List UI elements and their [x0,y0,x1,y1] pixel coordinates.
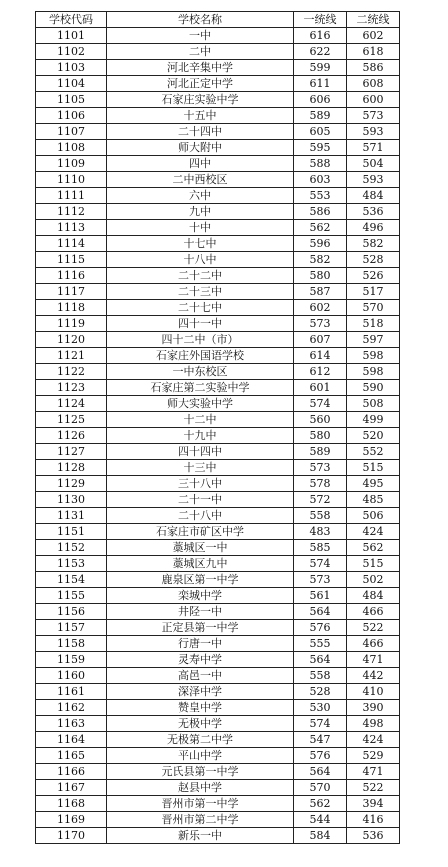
first-line-cell: 622 [294,44,347,60]
school-code-cell: 1119 [36,316,107,332]
first-line-cell: 612 [294,364,347,380]
first-line-cell: 558 [294,508,347,524]
table-row [36,380,400,396]
school-name-cell: 二中西校区 [107,172,294,188]
school-code-cell: 1152 [36,540,107,556]
second-line-cell: 471 [347,652,400,668]
table-row [36,124,400,140]
school-name-cell: 九中 [107,204,294,220]
table-row [36,60,400,76]
table-row [36,188,400,204]
table-row [36,796,400,812]
school-name-cell: 十二中 [107,412,294,428]
school-name-cell: 新乐一中 [107,828,294,844]
school-code-cell: 1161 [36,684,107,700]
school-code-cell: 1113 [36,220,107,236]
school-name-cell: 师大附中 [107,140,294,156]
school-name-cell: 四十一中 [107,316,294,332]
school-code-cell: 1163 [36,716,107,732]
second-line-cell: 570 [347,300,400,316]
first-line-cell: 544 [294,812,347,828]
second-line-cell: 442 [347,668,400,684]
school-name-cell: 十九中 [107,428,294,444]
first-line-cell: 572 [294,492,347,508]
second-line-cell: 471 [347,764,400,780]
second-line-cell: 552 [347,444,400,460]
second-line-cell: 590 [347,380,400,396]
first-line-cell: 573 [294,572,347,588]
school-name-cell: 无极中学 [107,716,294,732]
table-row [36,220,400,236]
table-row [36,316,400,332]
second-line-cell: 600 [347,92,400,108]
table-row [36,460,400,476]
first-line-cell: 558 [294,668,347,684]
second-line-cell: 608 [347,76,400,92]
table-row [36,748,400,764]
school-code-cell: 1157 [36,620,107,636]
second-line-cell: 508 [347,396,400,412]
table-row [36,332,400,348]
school-code-cell: 1154 [36,572,107,588]
first-line-cell: 562 [294,220,347,236]
school-name-cell: 鹿泉区第一中学 [107,572,294,588]
first-line-cell: 614 [294,348,347,364]
second-line-cell: 502 [347,572,400,588]
table-row [36,396,400,412]
first-line-cell: 553 [294,188,347,204]
table-row [36,604,400,620]
school-name-cell: 河北辛集中学 [107,60,294,76]
first-line-cell: 578 [294,476,347,492]
school-code-cell: 1162 [36,700,107,716]
school-code-cell: 1115 [36,252,107,268]
table-row [36,92,400,108]
second-line-cell: 598 [347,348,400,364]
school-name-cell: 四十二中（市） [107,332,294,348]
first-line-cell: 611 [294,76,347,92]
table-body [36,28,400,844]
second-line-cell: 466 [347,636,400,652]
second-line-cell: 536 [347,204,400,220]
table-row [36,684,400,700]
school-name-cell: 灵寿中学 [107,652,294,668]
school-code-cell: 1170 [36,828,107,844]
first-line-cell: 483 [294,524,347,540]
first-line-cell: 564 [294,764,347,780]
school-code-cell: 1101 [36,28,107,44]
first-line-cell: 564 [294,604,347,620]
school-code-cell: 1122 [36,364,107,380]
school-code-cell: 1130 [36,492,107,508]
school-name-cell: 二十二中 [107,268,294,284]
school-code-cell: 1129 [36,476,107,492]
school-name-cell: 行唐一中 [107,636,294,652]
school-name-cell: 三十八中 [107,476,294,492]
school-name-cell: 井陉一中 [107,604,294,620]
school-name-cell: 一中东校区 [107,364,294,380]
table-row [36,444,400,460]
table-row [36,300,400,316]
school-name-cell: 十中 [107,220,294,236]
table-row [36,572,400,588]
first-line-cell: 564 [294,652,347,668]
table-row [36,348,400,364]
second-line-cell: 506 [347,508,400,524]
table-row [36,412,400,428]
header-row [36,12,400,28]
second-line-cell: 520 [347,428,400,444]
school-code-cell: 1131 [36,508,107,524]
school-name-cell: 六中 [107,188,294,204]
first-line-cell: 576 [294,620,347,636]
table-row [36,44,400,60]
first-line-cell: 582 [294,252,347,268]
second-line-cell: 485 [347,492,400,508]
second-line-cell: 598 [347,364,400,380]
table-row [36,204,400,220]
second-line-cell: 517 [347,284,400,300]
school-code-cell: 1114 [36,236,107,252]
second-line-cell: 593 [347,124,400,140]
school-code-cell: 1127 [36,444,107,460]
first-line-cell: 580 [294,428,347,444]
second-line-cell: 394 [347,796,400,812]
first-line-cell: 528 [294,684,347,700]
school-name-cell: 二十四中 [107,124,294,140]
table-row [36,492,400,508]
table-row [36,268,400,284]
second-line-cell: 582 [347,236,400,252]
school-code-cell: 1125 [36,412,107,428]
school-name-cell: 藁城区九中 [107,556,294,572]
table-row [36,364,400,380]
second-line-cell: 518 [347,316,400,332]
first-line-cell: 555 [294,636,347,652]
first-line-cell: 574 [294,396,347,412]
school-name-cell: 师大实验中学 [107,396,294,412]
first-line-cell: 584 [294,828,347,844]
table-row [36,140,400,156]
school-code-cell: 1116 [36,268,107,284]
school-code-cell: 1121 [36,348,107,364]
school-name-cell: 石家庄外国语学校 [107,348,294,364]
school-code-cell: 1160 [36,668,107,684]
table-row [36,508,400,524]
school-name-cell: 二十三中 [107,284,294,300]
table-row [36,652,400,668]
school-name-cell: 二十七中 [107,300,294,316]
table-row [36,108,400,124]
school-code-cell: 1104 [36,76,107,92]
second-line-cell: 618 [347,44,400,60]
school-code-cell: 1102 [36,44,107,60]
second-line-cell: 526 [347,268,400,284]
school-code-cell: 1168 [36,796,107,812]
school-code-cell: 1109 [36,156,107,172]
table-row [36,620,400,636]
first-line-cell: 547 [294,732,347,748]
school-code-cell: 1126 [36,428,107,444]
school-code-cell: 1153 [36,556,107,572]
school-code-cell: 1118 [36,300,107,316]
second-line-cell: 586 [347,60,400,76]
first-line-cell: 580 [294,268,347,284]
first-line-cell: 574 [294,716,347,732]
table-row [36,28,400,44]
school-name-cell: 赞皇中学 [107,700,294,716]
school-code-cell: 1117 [36,284,107,300]
school-name-cell: 石家庄市矿区中学 [107,524,294,540]
school-name-cell: 二十八中 [107,508,294,524]
school-code-cell: 1158 [36,636,107,652]
school-code-cell: 1165 [36,748,107,764]
school-name-cell: 石家庄实验中学 [107,92,294,108]
second-line-cell: 515 [347,460,400,476]
school-name-cell: 石家庄第二实验中学 [107,380,294,396]
school-name-cell: 赵县中学 [107,780,294,796]
table-row [36,252,400,268]
second-line-cell: 410 [347,684,400,700]
table-row [36,700,400,716]
table-row [36,476,400,492]
school-code-cell: 1120 [36,332,107,348]
school-code-cell: 1167 [36,780,107,796]
header-school-name: 学校名称 [107,12,294,28]
header-second-line: 二统线 [347,12,400,28]
table-row [36,540,400,556]
second-line-cell: 504 [347,156,400,172]
first-line-cell: 530 [294,700,347,716]
table-row [36,284,400,300]
first-line-cell: 616 [294,28,347,44]
second-line-cell: 466 [347,604,400,620]
school-name-cell: 四中 [107,156,294,172]
second-line-cell: 562 [347,540,400,556]
first-line-cell: 586 [294,204,347,220]
table-row [36,156,400,172]
school-code-cell: 1105 [36,92,107,108]
first-line-cell: 585 [294,540,347,556]
first-line-cell: 589 [294,444,347,460]
table-row [36,716,400,732]
table-row [36,780,400,796]
table-row [36,812,400,828]
school-code-cell: 1164 [36,732,107,748]
second-line-cell: 496 [347,220,400,236]
school-name-cell: 十五中 [107,108,294,124]
first-line-cell: 595 [294,140,347,156]
second-line-cell: 571 [347,140,400,156]
school-code-cell: 1107 [36,124,107,140]
school-code-cell: 1169 [36,812,107,828]
school-name-cell: 正定县第一中学 [107,620,294,636]
school-name-cell: 栾城中学 [107,588,294,604]
first-line-cell: 576 [294,748,347,764]
table-row [36,668,400,684]
second-line-cell: 593 [347,172,400,188]
table-row [36,236,400,252]
school-name-cell: 深泽中学 [107,684,294,700]
second-line-cell: 529 [347,748,400,764]
school-name-cell: 元氏县第一中学 [107,764,294,780]
school-name-cell: 二十一中 [107,492,294,508]
second-line-cell: 602 [347,28,400,44]
first-line-cell: 573 [294,460,347,476]
header-first-line: 一统线 [294,12,347,28]
first-line-cell: 607 [294,332,347,348]
school-code-cell: 1159 [36,652,107,668]
school-code-cell: 1110 [36,172,107,188]
school-name-cell: 河北正定中学 [107,76,294,92]
second-line-cell: 597 [347,332,400,348]
school-name-cell: 二中 [107,44,294,60]
first-line-cell: 588 [294,156,347,172]
second-line-cell: 484 [347,588,400,604]
school-code-cell: 1151 [36,524,107,540]
table-row [36,588,400,604]
second-line-cell: 499 [347,412,400,428]
school-code-cell: 1166 [36,764,107,780]
second-line-cell: 390 [347,700,400,716]
school-name-cell: 晋州市第二中学 [107,812,294,828]
school-name-cell: 一中 [107,28,294,44]
table-row [36,428,400,444]
school-name-cell: 平山中学 [107,748,294,764]
table-row [36,76,400,92]
table-row [36,556,400,572]
school-code-cell: 1155 [36,588,107,604]
first-line-cell: 587 [294,284,347,300]
table-row [36,764,400,780]
second-line-cell: 424 [347,524,400,540]
second-line-cell: 484 [347,188,400,204]
school-code-cell: 1128 [36,460,107,476]
first-line-cell: 561 [294,588,347,604]
first-line-cell: 603 [294,172,347,188]
school-code-cell: 1123 [36,380,107,396]
school-name-cell: 晋州市第一中学 [107,796,294,812]
first-line-cell: 574 [294,556,347,572]
school-code-cell: 1103 [36,60,107,76]
second-line-cell: 573 [347,108,400,124]
second-line-cell: 498 [347,716,400,732]
table-row [36,636,400,652]
first-line-cell: 570 [294,780,347,796]
first-line-cell: 573 [294,316,347,332]
school-name-cell: 十七中 [107,236,294,252]
second-line-cell: 416 [347,812,400,828]
first-line-cell: 599 [294,60,347,76]
first-line-cell: 606 [294,92,347,108]
table-row [36,732,400,748]
second-line-cell: 515 [347,556,400,572]
school-code-cell: 1156 [36,604,107,620]
school-code-cell: 1124 [36,396,107,412]
school-code-cell: 1112 [36,204,107,220]
second-line-cell: 424 [347,732,400,748]
second-line-cell: 522 [347,620,400,636]
school-name-cell: 十三中 [107,460,294,476]
second-line-cell: 495 [347,476,400,492]
second-line-cell: 528 [347,252,400,268]
first-line-cell: 602 [294,300,347,316]
first-line-cell: 560 [294,412,347,428]
school-code-cell: 1106 [36,108,107,124]
table-row [36,524,400,540]
first-line-cell: 562 [294,796,347,812]
first-line-cell: 601 [294,380,347,396]
school-name-cell: 四十四中 [107,444,294,460]
second-line-cell: 522 [347,780,400,796]
first-line-cell: 605 [294,124,347,140]
school-code-cell: 1108 [36,140,107,156]
header-school-code: 学校代码 [36,12,107,28]
school-name-cell: 十八中 [107,252,294,268]
second-line-cell: 536 [347,828,400,844]
school-name-cell: 无极第二中学 [107,732,294,748]
score-table [35,11,400,844]
first-line-cell: 596 [294,236,347,252]
table-row [36,172,400,188]
school-name-cell: 藁城区一中 [107,540,294,556]
first-line-cell: 589 [294,108,347,124]
table-row [36,828,400,844]
school-name-cell: 高邑一中 [107,668,294,684]
school-code-cell: 1111 [36,188,107,204]
